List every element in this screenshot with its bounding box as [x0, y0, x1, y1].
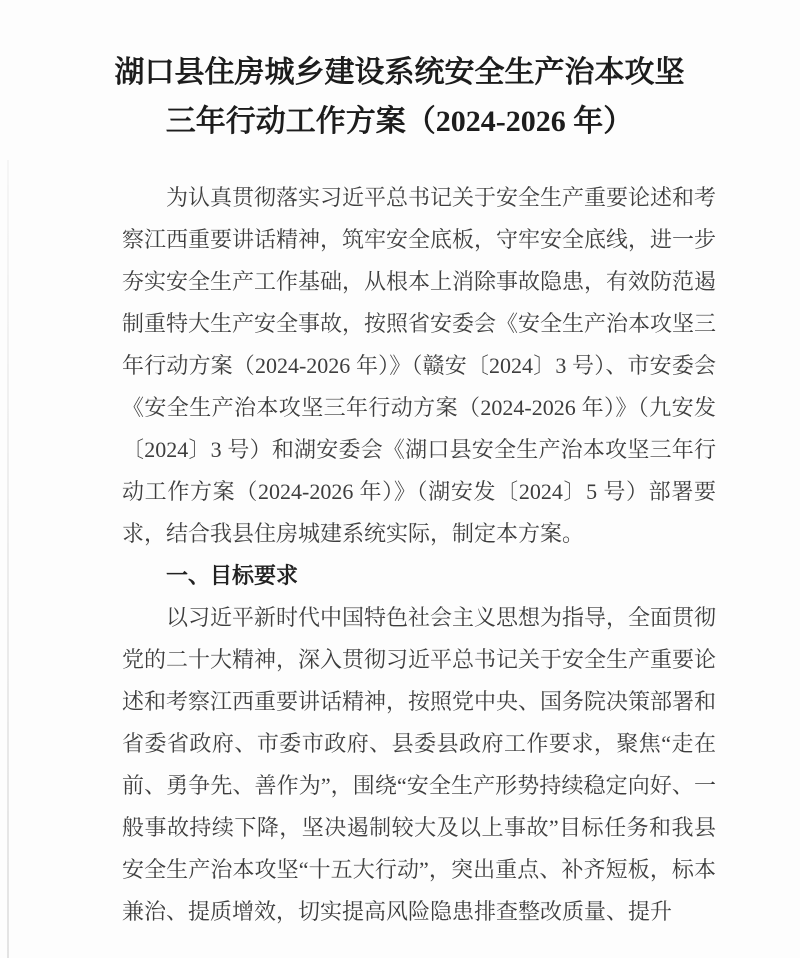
paragraph-goals: 以习近平新时代中国特色社会主义思想为指导，全面贯彻党的二十大精神，深入贯彻习近平总书记关于安全生产重要论述和考察江西重要讲话精神，按照党中央、国务院决策部署和省委省政府、市委市政府、县委县政府工作要求，聚焦“走在前、勇争先、善作为”，围绕“安全生产形势持续稳定向好、一般事故持续下降，坚决遏制较大及以上事故”目标任务和我县安全生产治本攻坚“十五大行动”，突出重点、补齐短板，标本兼治、提质增效，切实提高风险隐患排查整改质量、提升: [122, 605, 717, 924]
document-title: 湖口县住房城乡建设系统安全生产治本攻坚三年行动工作方案（2024-2026 年）: [114, 56, 685, 138]
section-heading-goals: 一、目标要求: [166, 563, 299, 588]
paragraph-intro: 为认真贯彻落实习近平总书记关于安全生产重要论述和考察江西重要讲话精神，筑牢安全底板，守牢安全底线，进一步夯实安全生产工作基础，从根本上消除事故隐患，有效防范遏制重特大生产安全事故，按照省安委会《安全生产治本攻坚三年行动方案（2024-2026 年）》（赣安〔2024〕3 号）、市安委会《安全生产治本攻坚三年行动方案（2024-2026 年）》（九安发〔2024〕3 号）和湖安委会《湖口县安全生产治本攻坚三年行动工作方案（2024-2026 年）》（湖安发〔2024〕5 号）部署要求，结合我县住房城建系统实际，制定本方案。: [122, 185, 717, 546]
document-body: [122, 177, 716, 933]
scan-edge-artifact: [7, 160, 9, 958]
